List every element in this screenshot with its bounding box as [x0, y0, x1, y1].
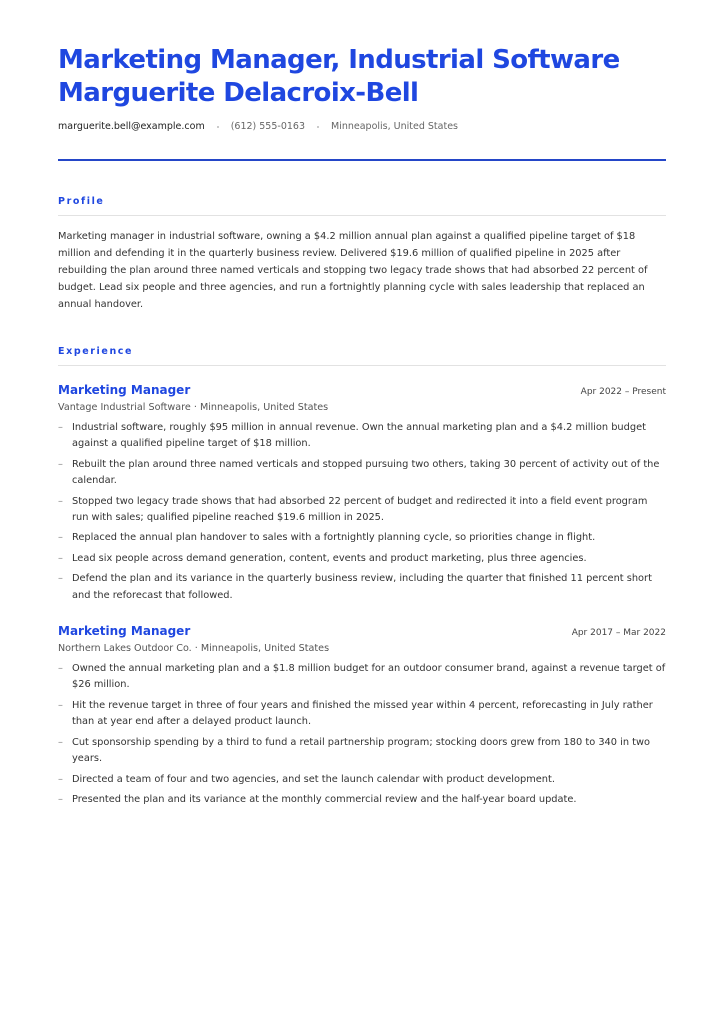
bullet-item	[58, 661, 666, 694]
job-title: Marketing Manager	[58, 383, 191, 397]
bullet-item	[58, 735, 666, 768]
dash-icon: –	[58, 458, 63, 470]
contact-phone: (612) 555-0163	[230, 121, 306, 132]
bullet-text: Stopped two legacy trade shows that had absorbed 22 percent of budget and redirected it into a field event program run with sales; qualified pipeline reached $19.6 million in 2025.	[72, 495, 648, 524]
job-dates: Apr 2017 – Mar 2022	[571, 628, 666, 639]
experience-section	[58, 346, 666, 808]
bullet-text: Presented the plan and its variance at the monthly commercial review and the half-year board update.	[72, 793, 577, 805]
contact-email[interactable]: marguerite.bell@example.com	[58, 121, 205, 132]
job-dates: Apr 2022 – Present	[580, 387, 666, 397]
job-company: Northern Lakes Outdoor Co. · Minneapolis, United States	[58, 643, 330, 655]
resume-page	[58, 44, 666, 812]
dash-icon: –	[58, 495, 63, 507]
bullet-item	[58, 494, 666, 527]
job-header	[58, 624, 666, 638]
bullet-item	[58, 792, 666, 808]
dash-icon: –	[58, 793, 63, 805]
bullet-item	[58, 772, 666, 788]
dash-icon: –	[58, 663, 63, 675]
contact-location: Minneapolis, United States	[331, 121, 458, 132]
section-title-experience: Experience	[58, 346, 134, 357]
bullet-text: Defend the plan and its variance in the quarterly business review, including the quarter that finished 11 percent short and the reforecast that followed.	[72, 573, 652, 601]
resume-header	[58, 44, 666, 161]
bullet-item	[58, 457, 666, 490]
dash-icon: –	[58, 573, 63, 585]
candidate-name: Marguerite Delacroix-Bell	[58, 78, 419, 108]
dash-icon: –	[58, 773, 63, 785]
job-bullets	[58, 420, 666, 604]
separator-dot	[217, 126, 219, 128]
profile-summary: Marketing manager in industrial software, owning a $4.2 million annual plan against a qualified pipeline target of $18 million and defending it in the quarterly business review. Delivered $19.6 million of qualified pipeline in 2025 after rebuilding the plan around three named verticals and stopping two legacy trade shows that had absorbed 22 percent of budget. Lead six people and three agencies, and run a fortnightly planning cycle with sales leadership that replaced an annual handover.	[58, 231, 648, 310]
header-divider	[58, 159, 666, 161]
bullet-text: Industrial software, roughly $95 million in annual revenue. Own the annual marketing plan and a $4.2 million budget against a qualified pipeline target of $18 million.	[72, 422, 646, 450]
job-headline: Marketing Manager, Industrial Software	[58, 45, 620, 75]
bullet-item	[58, 571, 666, 604]
bullet-text: Replaced the annual plan handover to sales with a fortnightly planning cycle, so priorities change in flight.	[72, 532, 596, 544]
job-entry	[58, 383, 666, 604]
bullet-item	[58, 551, 666, 567]
bullet-item	[58, 698, 666, 731]
dash-icon: –	[58, 736, 63, 748]
job-header	[58, 383, 666, 397]
job-bullets	[58, 661, 666, 808]
section-divider	[58, 215, 666, 216]
bullet-item	[58, 530, 666, 546]
bullet-text: Cut sponsorship spending by a third to fund a retail partnership program; stocking doors grew from 180 to 340 in two years.	[72, 736, 651, 765]
job-company: Vantage Industrial Software · Minneapolis, United States	[58, 402, 329, 413]
job-entry	[58, 624, 666, 808]
separator-dot	[317, 126, 319, 128]
contact-line	[58, 121, 666, 132]
dash-icon: –	[58, 532, 63, 544]
job-title: Marketing Manager	[58, 624, 191, 639]
dash-icon: –	[58, 552, 63, 564]
bullet-text: Lead six people across demand generation, content, events and product marketing, plus three agencies.	[72, 552, 587, 564]
bullet-text: Owned the annual marketing plan and a $1.8 million budget for an outdoor consumer brand, against a revenue target of $26 million.	[72, 663, 666, 691]
section-title-profile: Profile	[58, 196, 105, 207]
dash-icon: –	[58, 422, 63, 433]
bullet-text: Directed a team of four and two agencies, and set the launch calendar with product development.	[72, 773, 555, 785]
profile-section	[58, 196, 666, 313]
bullet-text: Rebuilt the plan around three named verticals and stopped pursuing two others, taking 30 percent of activity out of the calendar.	[72, 458, 660, 487]
section-divider	[58, 365, 666, 366]
dash-icon: –	[58, 699, 63, 711]
bullet-text: Hit the revenue target in three of four years and finished the missed year within 4 percent, reforecasting in July rather than at year end after a delayed product launch.	[72, 699, 653, 728]
bullet-item	[58, 420, 666, 453]
